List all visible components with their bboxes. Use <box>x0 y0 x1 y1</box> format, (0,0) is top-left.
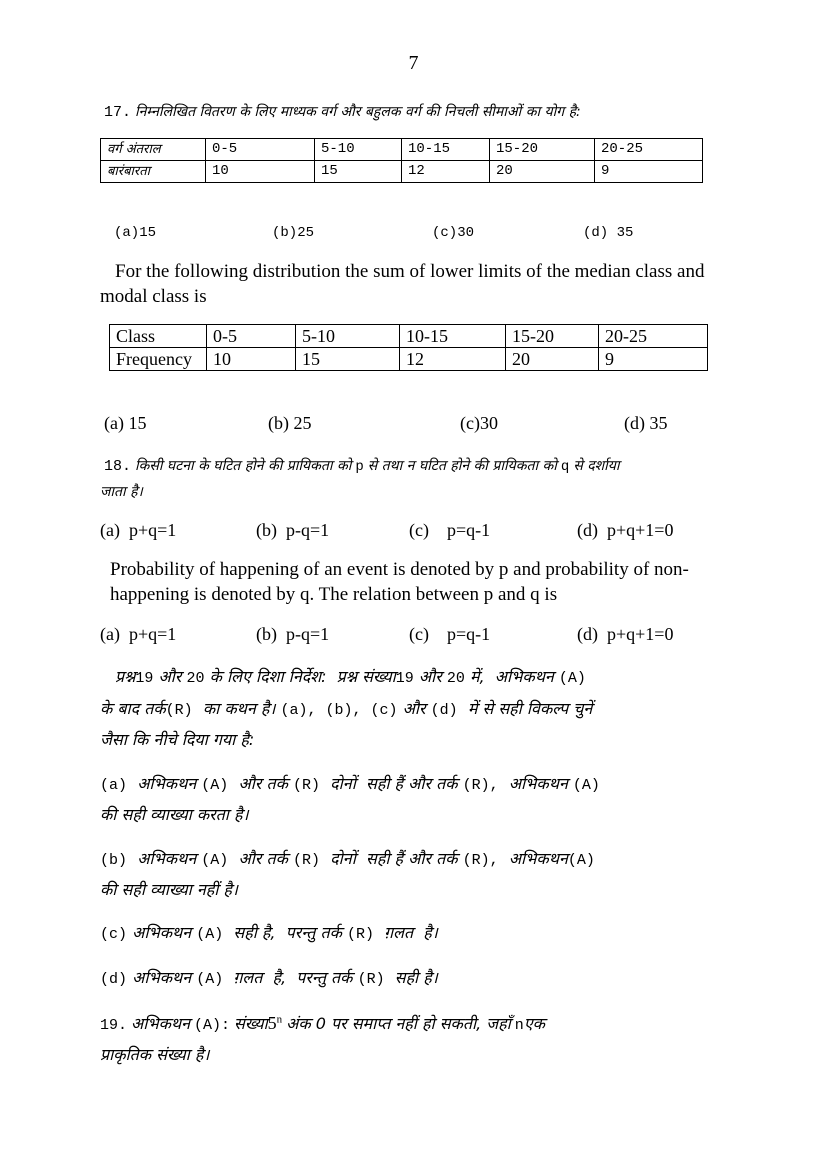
assertion-text: अंक 0 पर समाप्त नहीं हो सकती, जहाँ <box>286 1014 511 1033</box>
hindi-segment: अभिकथन <box>498 849 568 868</box>
latin-segment: (A) <box>572 777 600 794</box>
variable-n: n <box>514 1017 524 1034</box>
latin-segment: (b) <box>100 852 128 869</box>
hindi-segment: और <box>397 699 431 718</box>
option-b: (b) 25 <box>268 413 312 433</box>
latin-segment: (a), (b), (c) <box>280 702 398 719</box>
hindi-segment: अभिकथन <box>127 923 197 942</box>
frequency-cell: 9 <box>595 161 703 183</box>
latin-segment: (R) <box>292 852 320 869</box>
option-c: (c) p=q-1 <box>409 520 491 540</box>
hindi-segment: प्रश्न <box>115 667 136 686</box>
latin-segment: (R), <box>462 777 499 794</box>
table-row <box>101 161 703 183</box>
hindi-segment: सही है। <box>384 968 438 987</box>
directions-line2 <box>100 697 592 719</box>
exponent: n <box>276 1013 283 1026</box>
latin-segment: (A) <box>567 852 595 869</box>
q19-assertion-line2: प्राकृतिक संख्या है। <box>100 1045 210 1064</box>
row-label: Class <box>110 325 207 348</box>
class-cell: 20-25 <box>595 139 703 161</box>
q18-english-question-line2: happening is denoted by q. The relation between p and q is <box>110 584 558 605</box>
question-text: निम्नलिखित वितरण के लिए माध्यक वर्ग और बहुलक वर्ग की निचली सीमाओं का योग है: <box>135 104 581 120</box>
class-cell: 20-25 <box>599 325 708 348</box>
variable-q: q <box>560 459 570 475</box>
class-cell: 15-20 <box>506 325 599 348</box>
class-cell: 10-15 <box>400 325 506 348</box>
question-text: से दर्शाया <box>573 458 620 474</box>
class-cell: 5-10 <box>315 139 402 161</box>
q17-hindi-question <box>104 102 581 121</box>
row-label: बारंबारता <box>101 161 206 183</box>
hindi-segment: दोनों सही हैं और तर्क <box>320 849 463 868</box>
class-cell: 0-5 <box>207 325 296 348</box>
hindi-segment: के लिए दिशा निर्देश: प्रश्न संख्या <box>204 667 396 686</box>
hindi-segment: और <box>153 667 187 686</box>
hindi-segment: ग़लत है, परन्तु तर्क <box>223 968 358 987</box>
q18-hindi-question-line1 <box>104 456 620 475</box>
q17-english-question-line1: For the following distribution the sum of lower limits of the median class and <box>115 261 705 282</box>
latin-segment: 19 <box>395 670 414 687</box>
q17-english-question-line2: modal class is <box>100 286 207 307</box>
row-label: Frequency <box>110 348 207 371</box>
option-d: (d) 35 <box>583 225 634 241</box>
hindi-segment: में, अभिकथन <box>464 667 559 686</box>
latin-segment: (R) <box>357 971 385 988</box>
hindi-segment: और तर्क <box>228 849 293 868</box>
option-d: (d) p+q+1=0 <box>577 520 674 540</box>
latin-segment: (A) <box>201 852 229 869</box>
option-b: (b) p-q=1 <box>256 624 330 644</box>
latin-segment: (A) <box>196 971 224 988</box>
hindi-segment: अभिकथन <box>127 774 202 793</box>
latin-segment: (A) <box>196 926 224 943</box>
hindi-segment: अभिकथन <box>127 968 197 987</box>
frequency-cell: 10 <box>207 348 296 371</box>
variable-p: p <box>355 459 364 475</box>
class-cell: 10-15 <box>402 139 490 161</box>
latin-segment: 20 <box>446 670 465 687</box>
question-text: से तथा न घटित होने की प्रायिकता को <box>367 458 557 474</box>
assertion-text: एक <box>523 1014 545 1033</box>
option-b: (b)25 <box>272 225 315 241</box>
hindi-segment: का कथन है। <box>192 699 281 718</box>
latin-segment: (R), <box>462 852 499 869</box>
option-c: (c)30 <box>432 225 475 241</box>
assertion-option-d <box>100 966 438 988</box>
option-a: (a) 15 <box>104 413 147 433</box>
latin-segment: (a) <box>100 777 128 794</box>
latin-segment: (A) <box>558 670 586 687</box>
hindi-segment: दोनों सही हैं और तर्क <box>320 774 463 793</box>
latin-segment: (R) <box>292 777 320 794</box>
latin-segment: (d) <box>100 971 128 988</box>
option-a: (a)15 <box>114 225 157 241</box>
hindi-segment: ग़लत है। <box>373 923 438 942</box>
question-number: 18. <box>104 458 132 475</box>
frequency-cell: 12 <box>400 348 506 371</box>
table-row <box>110 348 708 371</box>
hindi-segment: अभिकथन <box>498 774 573 793</box>
class-cell: 5-10 <box>296 325 400 348</box>
assertion-label: अभिकथन <box>131 1014 191 1033</box>
assertion-a-label: (A): <box>194 1017 231 1034</box>
option-a: (a) p+q=1 <box>100 520 177 540</box>
option-a: (a) p+q=1 <box>100 624 177 644</box>
question-number: 17. <box>104 104 132 121</box>
page-number: 7 <box>408 52 419 74</box>
hindi-segment: अभिकथन <box>127 849 202 868</box>
latin-segment: (R) <box>346 926 374 943</box>
class-cell: 15-20 <box>490 139 595 161</box>
q19-assertion-line1 <box>100 1012 545 1034</box>
base-number: 5 <box>267 1013 277 1033</box>
latin-segment: (A) <box>201 777 229 794</box>
table-row <box>110 325 708 348</box>
latin-segment: (c) <box>100 926 128 943</box>
option-c: (c) p=q-1 <box>409 624 491 644</box>
assertion-option-a-line2: की सही व्याख्या करता है। <box>100 805 249 824</box>
assertion-option-c <box>100 921 438 943</box>
latin-segment: 19 <box>135 670 154 687</box>
question-number: 19. <box>100 1017 128 1034</box>
assertion-option-a-line1 <box>100 772 600 794</box>
directions-line1 <box>115 665 586 687</box>
english-distribution-table <box>109 324 708 371</box>
hindi-segment: और तर्क <box>228 774 293 793</box>
frequency-cell: 10 <box>206 161 315 183</box>
frequency-cell: 9 <box>599 348 708 371</box>
assertion-text: संख्या <box>234 1014 268 1033</box>
assertion-option-b-line2: की सही व्याख्या नहीं है। <box>100 880 238 899</box>
frequency-cell: 20 <box>506 348 599 371</box>
frequency-cell: 15 <box>315 161 402 183</box>
class-cell: 0-5 <box>206 139 315 161</box>
hindi-segment: में से सही विकल्प चुनें <box>457 699 593 718</box>
latin-segment: 20 <box>186 670 205 687</box>
frequency-cell: 15 <box>296 348 400 371</box>
frequency-cell: 20 <box>490 161 595 183</box>
directions-line3: जैसा कि नीचे दिया गया है: <box>100 730 255 749</box>
option-d: (d) p+q+1=0 <box>577 624 674 644</box>
q18-english-question-line1: Probability of happening of an event is denoted by p and probability of non- <box>110 559 689 580</box>
hindi-segment: सही है, परन्तु तर्क <box>223 923 347 942</box>
latin-segment: (d) <box>430 702 458 719</box>
hindi-segment: के बाद तर्क <box>100 699 166 718</box>
option-b: (b) p-q=1 <box>256 520 330 540</box>
question-text: किसी घटना के घटित होने की प्रायिकता को <box>135 458 352 474</box>
q18-hindi-question-line2: जाता है। <box>100 484 143 500</box>
option-c: (c)30 <box>460 413 498 433</box>
table-row <box>101 139 703 161</box>
latin-segment: (R) <box>165 702 193 719</box>
hindi-segment: और <box>413 667 447 686</box>
frequency-cell: 12 <box>402 161 490 183</box>
assertion-option-b-line1 <box>100 847 595 869</box>
row-label: वर्ग अंतराल <box>101 139 206 161</box>
hindi-distribution-table <box>100 138 703 183</box>
option-d: (d) 35 <box>624 413 668 433</box>
